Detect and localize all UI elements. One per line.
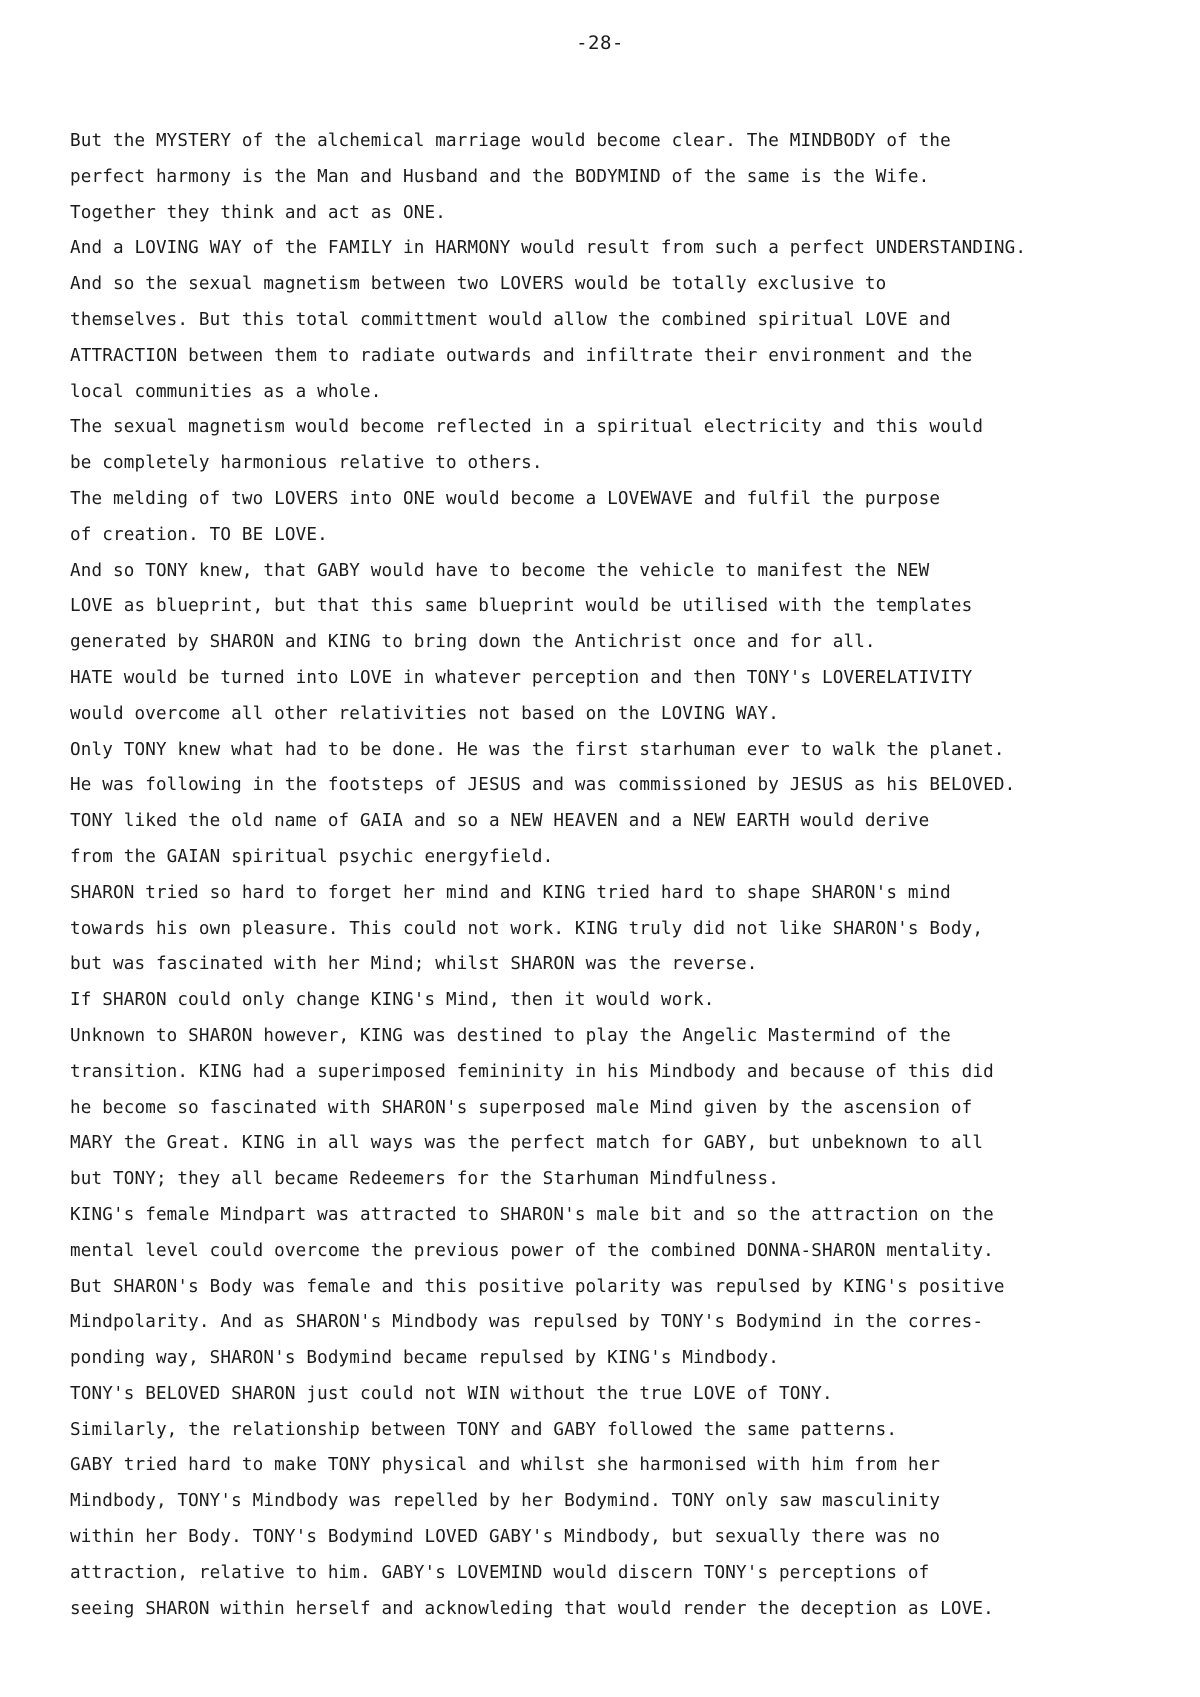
text-line: And a LOVING WAY of the FAMILY in HARMONY would result from such a perfect UNDERSTANDING. <box>70 238 1027 259</box>
text-line: but TONY; they all became Redeemers for the Starhuman Mindfulness. <box>70 1169 779 1190</box>
text-line: from the GAIAN spiritual psychic energyfield. <box>70 846 554 867</box>
text-line: TONY liked the old name of GAIA and so a NEW HEAVEN and a NEW EARTH would derive <box>70 811 930 832</box>
text-line: mental level could overcome the previous power of the combined DONNA-SHARON mentality. <box>70 1240 994 1261</box>
text-line: But SHARON's Body was female and this positive polarity was repulsed by KING's positive <box>70 1276 1005 1297</box>
text-line: would overcome all other relativities not based on the LOVING WAY. <box>70 703 779 724</box>
text-line: perfect harmony is the Man and Husband and the BODYMIND of the same is the Wife. <box>70 166 930 187</box>
text-line: And so TONY knew, that GABY would have to become the vehicle to manifest the NEW <box>70 560 930 581</box>
text-line: HATE would be turned into LOVE in whatever perception and then TONY's LOVERELATIVITY <box>70 667 973 688</box>
text-line: but was fascinated with her Mind; whilst SHARON was the reverse. <box>70 954 758 975</box>
text-line: But the MYSTERY of the alchemical marriage would become clear. The MINDBODY of the <box>70 131 951 151</box>
text-line: Mindpolarity. And as SHARON's Mindbody was repulsed by TONY's Bodymind in the corres- <box>70 1312 984 1333</box>
text-line: TONY's BELOVED SHARON just could not WIN without the true LOVE of TONY. <box>70 1383 833 1404</box>
text-line: of creation. TO BE LOVE. <box>70 524 328 545</box>
text-line: generated by SHARON and KING to bring down the Antichrist once and for all. <box>70 632 876 653</box>
text-line: If SHARON could only change KING's Mind, then it would work. <box>70 990 715 1011</box>
text-line: towards his own pleasure. This could not work. KING truly did not like SHARON's Body, <box>70 918 984 939</box>
text-line: SHARON tried so hard to forget her mind and KING tried hard to shape SHARON's mind <box>70 882 951 903</box>
text-line: attraction, relative to him. GABY's LOVEMIND would discern TONY's perceptions of <box>70 1562 930 1583</box>
text-line: Mindbody, TONY's Mindbody was repelled by her Bodymind. TONY only saw masculinity <box>70 1491 941 1512</box>
text-line: LOVE as blueprint, but that this same blueprint would be utilised with the templates <box>70 596 973 617</box>
text-line: KING's female Mindpart was attracted to SHARON's male bit and so the attraction on the <box>70 1204 994 1225</box>
text-line: within her Body. TONY's Bodymind LOVED GABY's Mindbody, but sexually there was no <box>70 1527 941 1548</box>
text-line: The melding of two LOVERS into ONE would become a LOVEWAVE and fulfil the purpose <box>70 488 941 509</box>
text-line: ponding way, SHARON's Bodymind became repulsed by KING's Mindbody. <box>70 1348 779 1369</box>
text-line: Similarly, the relationship between TONY and GABY followed the same patterns. <box>70 1419 898 1440</box>
body-text <box>70 124 1140 1627</box>
text-line: GABY tried hard to make TONY physical and whilst she harmonised with him from her <box>70 1455 941 1476</box>
text-line: transition. KING had a superimposed femininity in his Mindbody and because of this did <box>70 1061 994 1082</box>
text-line: seeing SHARON within herself and acknowleding that would render the deception as LOVE. <box>70 1598 994 1619</box>
text-line: Only TONY knew what had to be done. He was the first starhuman ever to walk the planet. <box>70 739 1005 760</box>
text-line: Unknown to SHARON however, KING was destined to play the Angelic Mastermind of the <box>70 1025 951 1046</box>
text-line: The sexual magnetism would become reflected in a spiritual electricity and this would <box>70 417 984 438</box>
page-number: -28- <box>576 32 624 54</box>
text-line: be completely harmonious relative to others. <box>70 453 543 474</box>
text-line: MARY the Great. KING in all ways was the perfect match for GABY, but unbeknown to all <box>70 1133 984 1154</box>
text-line: local communities as a whole. <box>70 381 382 402</box>
text-line: Together they think and act as ONE. <box>70 202 446 223</box>
text-line: And so the sexual magnetism between two LOVERS would be totally exclusive to <box>70 274 887 295</box>
text-line: ATTRACTION between them to radiate outwards and infiltrate their environment and the <box>70 345 973 366</box>
text-line: he become so fascinated with SHARON's superposed male Mind given by the ascension of <box>70 1097 973 1118</box>
text-line: themselves. But this total committment would allow the combined spiritual LOVE and <box>70 309 951 330</box>
text-line: He was following in the footsteps of JESUS and was commissioned by JESUS as his BELOVED. <box>70 775 1016 796</box>
